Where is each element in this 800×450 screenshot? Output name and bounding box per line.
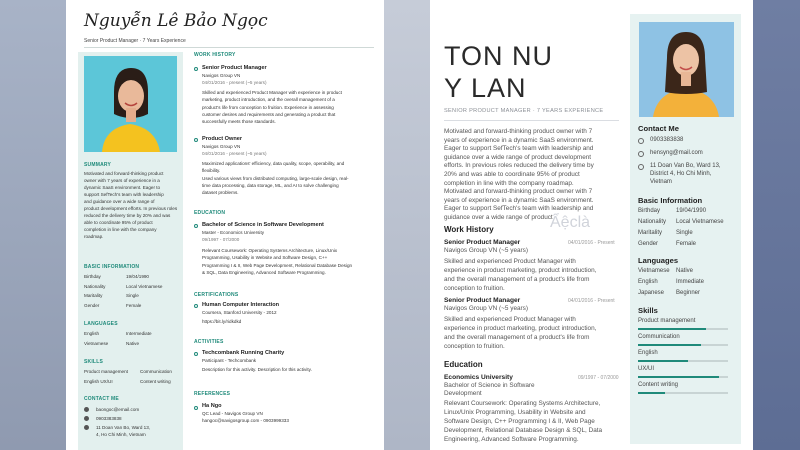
text-line: Software Design, C++ Programming I & II, Web Page <box>444 418 595 425</box>
profile-photo <box>639 22 734 117</box>
divider <box>444 120 619 121</box>
text-line: Used various views from distributed computing, large-scale design, real- <box>202 175 349 181</box>
resume-2-subtitle: SENIOR PRODUCT MANAGER · 7 YEARS EXPERIENCE <box>444 108 604 114</box>
contact-heading: Contact Me <box>638 124 679 133</box>
basic-info-heading: Basic Information <box>638 196 703 205</box>
info-label: Nationality <box>84 283 106 289</box>
education-dates: 09/1997 - 07/2000 <box>578 375 619 381</box>
work-history-heading: Work History <box>444 225 494 234</box>
text-line: 20% and was able to coordinate 95% of product <box>444 171 580 178</box>
info-label: Gender <box>84 302 100 308</box>
text-line: conception to fruition. <box>444 343 505 350</box>
info-value: Single <box>676 230 693 236</box>
skill-level-bar <box>638 344 728 346</box>
background-left <box>0 0 66 450</box>
reference-name: Ha Ngo <box>202 403 222 409</box>
background-right <box>753 0 800 450</box>
info-value: Native <box>126 340 140 346</box>
activity-role: Participant - Techcombank <box>202 358 257 363</box>
text-line: experience in product marketing, product introduction, <box>444 325 597 332</box>
certification-org: Coursera, Stanford University - 2012 <box>202 310 277 315</box>
info-value: Intermediate <box>126 331 152 336</box>
references-heading: REFERENCES <box>194 391 231 397</box>
text-line: marketing, product introduction, and the overall management of a <box>202 97 335 103</box>
basic-info-heading: BASIC INFORMATION <box>84 264 140 270</box>
text-line: and the overall management of a product's life from <box>444 334 590 341</box>
text-line: product's life from conception to fruition. Experience in assessing <box>202 104 334 110</box>
text-line: Motivated and forward-thinking product owner with 7 <box>444 128 593 135</box>
info-value: Native <box>676 268 694 274</box>
divider <box>84 47 374 48</box>
contact-heading: CONTACT ME <box>84 396 119 402</box>
education-degree-line-2: Development <box>444 390 482 397</box>
text-line: customer desires and requirements and generating a product that <box>202 111 336 117</box>
info-label: English <box>84 331 100 336</box>
text-line: and guidance over a wide range of <box>84 199 155 204</box>
text-line: years of experience in a dynamic SaaS environment. <box>444 136 594 144</box>
text-line: Eager to support SefTech's team with leadership and <box>444 205 594 213</box>
education-heading: Education <box>444 360 483 369</box>
skill-level-fill <box>638 360 688 362</box>
job-2-dates: 04/01/2016 - Present <box>568 298 615 304</box>
text-line: completion in line with the company roadmap. <box>444 179 574 187</box>
job-2-company: Navigos Group VN <box>202 144 241 149</box>
text-line: support SefTech's team with leadership <box>84 192 164 197</box>
info-value: Immediate <box>676 279 705 285</box>
phone-icon <box>638 138 644 144</box>
info-value: Communication <box>140 369 172 374</box>
text-line: conception to fruition. <box>444 285 505 292</box>
text-line: Skilled and experienced Product Manager with <box>444 258 576 265</box>
education-degree-line-1: Bachelor of Science in Software <box>444 382 535 389</box>
skill-level-bar <box>638 360 728 362</box>
profile-photo <box>84 56 177 152</box>
info-label: English <box>638 279 658 285</box>
skill-label: Product management <box>638 318 696 324</box>
text-line: Relevant Coursework: Operating Systems Architecture, Linux/Unix <box>202 248 338 253</box>
resume-2-name-line-1: TON NU <box>444 41 554 71</box>
resume-card-2[interactable] <box>430 0 753 450</box>
contact-address-line-2: District 4, Ho Chi Minh, <box>650 171 712 177</box>
education-heading: EDUCATION <box>194 210 226 216</box>
skills-heading: SKILLS <box>84 359 103 365</box>
contact-phone[interactable]: 0903383838 <box>96 416 122 421</box>
bullet-icon <box>194 304 198 308</box>
text-line: dynamic SaaS environment. Eager to <box>84 185 161 190</box>
text-line: guidance over a wide range of product <box>444 214 553 221</box>
job-2-company: Navigos Group VN (~5 years) <box>444 305 528 312</box>
email-icon <box>638 151 644 157</box>
text-line: years of experience in a dynamic SaaS environment. <box>444 196 594 204</box>
skill-level-fill <box>638 376 719 378</box>
info-value: 19/04/1990 <box>126 274 149 279</box>
text-line: Relevant Coursework: Operating Systems Architecture, <box>444 400 601 407</box>
resume-1-name: Nguyễn Lê Bảo Ngọc <box>84 11 268 31</box>
job-2-title: Senior Product Manager <box>444 297 521 304</box>
text-line: Skilled and experienced Product Manager with experience in product <box>202 90 342 95</box>
job-1-dates: 04/01/2016 - Present <box>568 240 615 246</box>
reference-role: QC Lead - Navigos Group VN <box>202 411 263 416</box>
resume-2-name-line-2: Y LAN <box>444 73 527 103</box>
info-label: Maritality <box>84 293 103 298</box>
text-line: roadmap. <box>84 234 104 239</box>
info-value: 19/04/1990 <box>676 208 707 214</box>
skill-level-fill <box>638 328 706 330</box>
text-line: able to coordinate 95% of product <box>84 220 153 225</box>
education-school: Economics University <box>444 374 513 381</box>
text-line: Skilled and experienced Product Manager with <box>444 316 576 323</box>
text-line: Engineering, Advanced Software Programming. <box>444 436 579 443</box>
text-line: time data processing, data storage, ML, and AI to solve challenging <box>202 182 339 188</box>
job-1-dates: 04/01/2016 - present (~5 years) <box>202 80 267 85</box>
text-line: Eager to support SefTech's team with leadership and <box>444 145 594 153</box>
skill-label: English <box>638 350 658 356</box>
certifications-heading: CERTIFICATIONS <box>194 292 239 298</box>
email-icon <box>84 407 89 412</box>
background-middle <box>384 0 430 450</box>
text-line: dataset problems. <box>202 190 239 196</box>
text-line: completion in line with the company <box>84 227 157 232</box>
info-label: Maritality <box>638 230 663 236</box>
text-line: flexibility. <box>202 168 221 174</box>
text-line: reduced the delivery time by 20% and was <box>84 213 171 218</box>
contact-phone[interactable]: 0903383838 <box>650 137 684 143</box>
resume-1-subtitle: Senior Product Manager · 7 Years Experience <box>84 38 186 44</box>
info-value: Female <box>676 241 697 247</box>
info-value: Female <box>126 302 142 308</box>
text-line: Development, Relational Database Design & SQL, Data <box>444 427 603 434</box>
summary-heading: SUMMARY <box>84 162 112 168</box>
text-line: Motivated and forward-thinking product owner with 7 <box>444 188 593 196</box>
text-line: Motivated and forward-thinking product <box>84 171 164 176</box>
contact-email[interactable]: hensyng@mail.com <box>650 150 703 156</box>
watermark: Ẩệclà <box>550 214 591 231</box>
location-icon <box>638 164 644 170</box>
job-1-company: Navigos Group VN (~5 years) <box>444 247 528 254</box>
job-1-company: Navigos Group VN <box>202 73 241 78</box>
job-2-dates: 04/01/2016 - present (~5 years) <box>202 151 267 156</box>
text-line: and the overall management of a product's life from <box>444 276 590 283</box>
languages-heading: LANGUAGES <box>84 321 118 327</box>
contact-address-line-3: Vietnam <box>650 179 672 185</box>
info-value: Local Vietnamese <box>676 219 724 225</box>
contact-address-line-2: 4, Ho Chi Minh, Vietnam <box>96 432 146 437</box>
activities-heading: ACTIVITIES <box>194 339 224 345</box>
contact-address-line-1: 11 Doan Van Bo, Ward 13, <box>96 425 151 430</box>
info-label: English UX/UI <box>84 378 113 384</box>
education-school: Master - Economics University <box>202 230 265 235</box>
job-1-title: Senior Product Manager <box>444 239 521 246</box>
text-line: & SQL, Data Engineering, Advanced Software Programming. <box>202 269 326 275</box>
bullet-icon <box>194 67 198 71</box>
text-line: Linux/Unix Programming, Usability in Website and <box>444 409 586 416</box>
text-line: Maximized applications' efficiency, data quality, scope, operability, and <box>202 161 345 166</box>
info-value: Single <box>126 293 139 298</box>
info-label: Product management <box>84 369 128 374</box>
bullet-icon <box>194 406 198 410</box>
skill-level-fill <box>638 392 665 394</box>
info-value: Beginner <box>676 290 701 296</box>
contact-address-line-1: 11 Doan Van Bo, Ward 13, <box>650 163 721 169</box>
skill-label: UX/UI <box>638 366 655 372</box>
skill-label: Communication <box>638 334 680 340</box>
languages-heading: Languages <box>638 256 679 265</box>
work-history-heading: WORK HISTORY <box>194 52 236 58</box>
skills-heading: Skills <box>638 306 658 315</box>
reference-contact[interactable]: hangoc@navigosgroup.com - 0903999333 <box>202 418 289 423</box>
info-label: Gender <box>638 241 659 247</box>
info-value: Content writing <box>140 378 171 384</box>
text-line: successfully meets those standards. <box>202 119 276 125</box>
info-label: Vietnamese <box>638 268 670 274</box>
text-line: experience in product marketing, product introduction, <box>444 267 597 274</box>
education-dates: 09/1997 - 07/2000 <box>202 237 240 242</box>
bullet-icon <box>194 352 198 356</box>
text-line: owner with 7 years of experience in a <box>84 178 160 183</box>
skill-level-bar <box>638 376 728 378</box>
text-line: product development efforts. In previous roles <box>84 206 178 211</box>
resume-card-1[interactable] <box>66 0 384 450</box>
text-line: efforts. In previous roles reduced the delivery time by <box>444 162 594 170</box>
bullet-icon <box>194 138 198 142</box>
text-line: Programming, Usability in Website and Software Design, C++ <box>202 255 328 261</box>
text-line: Programming I & II, Web Page Development, Relational Database Design <box>202 262 353 268</box>
activity-title: Techcombank Running Charity <box>202 350 285 356</box>
education-degree: Bachelor of Science in Software Development <box>202 222 324 228</box>
certification-link[interactable]: https://bit.ly/ridkdkd <box>202 319 242 324</box>
job-2-title: Product Owner <box>202 136 243 142</box>
bullet-icon <box>194 224 198 228</box>
info-label: Birthday <box>638 208 661 214</box>
info-label: Vietnamese <box>84 340 109 346</box>
info-label: Japanese <box>638 290 665 296</box>
skill-level-fill <box>638 344 701 346</box>
job-1-title: Senior Product Manager <box>202 65 267 71</box>
location-icon <box>84 425 89 430</box>
text-line: guidance over a wide range of product development <box>444 153 592 161</box>
info-label: Birthday <box>84 274 101 279</box>
activity-description: Description for this activity. Description for this activity. <box>202 367 312 372</box>
phone-icon <box>84 416 89 421</box>
skill-level-bar <box>638 392 728 394</box>
info-label: Nationality <box>638 219 667 225</box>
skill-label: Content writing <box>638 382 679 388</box>
certification-title: Human Computer Interaction <box>202 302 280 308</box>
skill-level-bar <box>638 328 728 330</box>
info-value: Local Vietnamese <box>126 283 163 289</box>
contact-email[interactable]: baongoc@email.com <box>96 407 140 412</box>
